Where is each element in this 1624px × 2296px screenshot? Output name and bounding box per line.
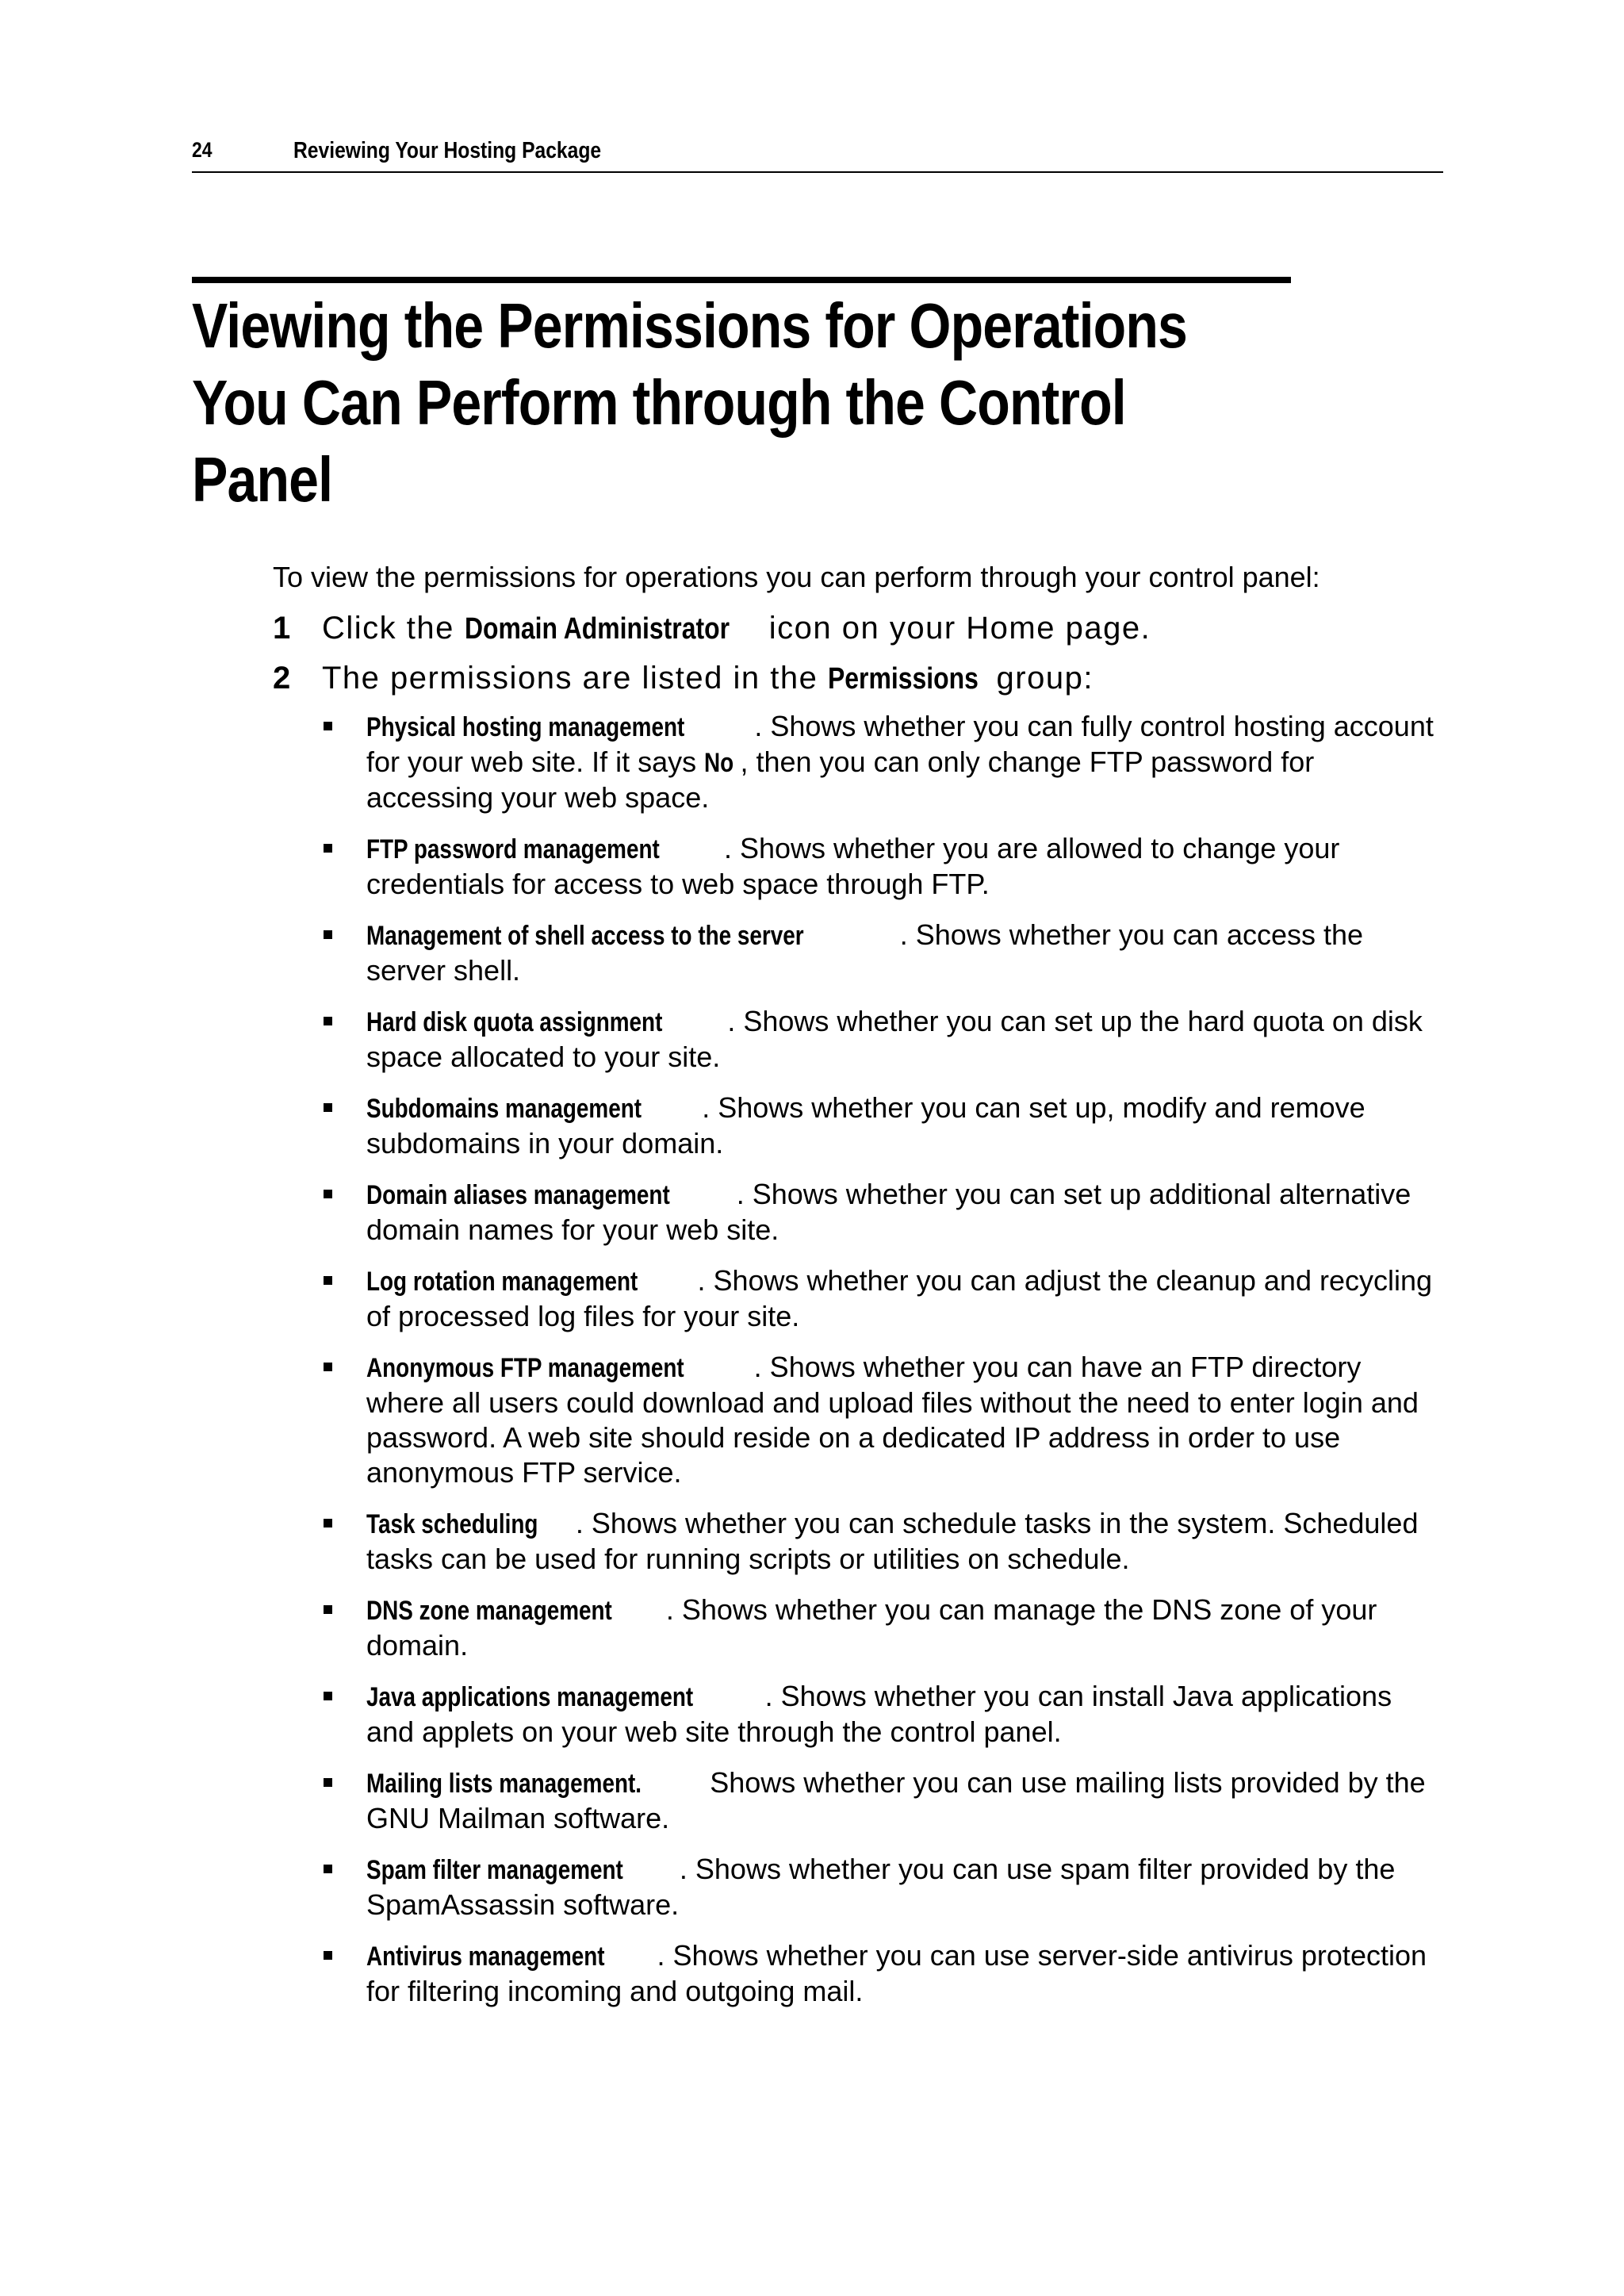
permission-term: Hard disk quota assignment (366, 1007, 663, 1037)
square-bullet-icon (324, 1276, 332, 1285)
permission-description: . Shows whether you can manage the DNS zone of your domain. (366, 1593, 1377, 1662)
list-item (273, 1938, 1446, 2009)
permission-description: Shows whether you can use mailing lists provided by the GNU Mailman software. (366, 1766, 1426, 1834)
list-item (273, 1765, 1446, 1836)
list-item (273, 1263, 1446, 1334)
list-item (273, 1679, 1446, 1750)
permission-description: . Shows whether you can access the server shell. (366, 918, 1364, 987)
square-bullet-icon (324, 722, 332, 730)
square-bullet-icon (324, 1190, 332, 1198)
permission-term: Log rotation management (366, 1267, 638, 1297)
permission-term: Task scheduling (366, 1509, 538, 1539)
permission-description: . Shows whether you can set up the hard quota on disk space allocated to your site. (366, 1005, 1423, 1073)
permission-term: FTP password management (366, 834, 660, 864)
list-item (273, 918, 1446, 988)
list-item (273, 1350, 1446, 1490)
list-item (273, 1004, 1446, 1075)
list-item (273, 1506, 1446, 1577)
list-item (273, 1852, 1446, 1922)
permission-term: Antivirus management (366, 1941, 605, 1972)
inline-bold-value: No (704, 748, 734, 778)
square-bullet-icon (324, 1951, 332, 1960)
square-bullet-icon (324, 1363, 332, 1371)
square-bullet-icon (324, 1017, 332, 1025)
section-title (192, 287, 1203, 518)
running-title: Reviewing Your Hosting Package (293, 138, 602, 163)
square-bullet-icon (324, 1519, 332, 1527)
page-number: 24 (192, 138, 213, 162)
step-text: group: (986, 661, 1094, 696)
permission-description: . Shows whether you can have an FTP directory where all users could download and upload files without the need to enter login and password. A web site should reside on a dedicated IP address in order to use anonymous FTP service. (366, 1351, 1419, 1489)
permission-description: . Shows whether you can use server-side antivirus protection for filtering incoming and outgoing mail. (366, 1939, 1427, 2007)
square-bullet-icon (324, 930, 332, 939)
square-bullet-icon (324, 1605, 332, 1614)
step-number: 2 (273, 661, 291, 696)
permission-description: . Shows whether you are allowed to change your credentials for access to web space through FTP. (366, 832, 1340, 900)
permission-term: DNS zone management (366, 1596, 612, 1626)
list-item (273, 1091, 1446, 1161)
permission-description: . Shows whether you can use spam filter provided by the SpamAssassin software. (366, 1853, 1396, 1921)
permission-term: Domain aliases management (366, 1180, 670, 1210)
page-header (192, 135, 1443, 173)
list-item (273, 709, 1446, 815)
permission-term: Anonymous FTP management (366, 1353, 684, 1383)
step-1 (273, 609, 1446, 648)
step-text: Click the (322, 611, 465, 646)
permission-term: Management of shell access to the server (366, 921, 804, 951)
square-bullet-icon (324, 1778, 332, 1787)
title-rule (192, 277, 1291, 283)
permission-term: Mailing lists management. (366, 1769, 642, 1799)
intro-paragraph: To view the permissions for operations you can perform through your control panel: (273, 561, 1320, 593)
list-item (273, 1593, 1446, 1663)
section-title-line: Viewing the Permissions for Operations (192, 290, 1187, 361)
permission-description: , then you can only change FTP password for accessing your web space. (366, 746, 1315, 814)
list-item (273, 1177, 1446, 1248)
step-ui-term: Domain Administrator (464, 612, 730, 646)
page-content (273, 560, 1446, 2025)
list-item (273, 831, 1446, 902)
permission-term: Physical hosting management (366, 712, 685, 742)
step-text: The permissions are listed in the (322, 661, 828, 696)
permission-description: . Shows whether you can install Java applications and applets on your web site through the control panel. (366, 1680, 1392, 1748)
step-ui-term: Permissions (827, 662, 979, 696)
permissions-list (273, 709, 1446, 2009)
square-bullet-icon (324, 1103, 332, 1112)
permission-term: Spam filter management (366, 1855, 623, 1885)
permission-description: . Shows whether you can schedule tasks in the system. Scheduled tasks can be used for running scripts or utilities on schedule. (366, 1507, 1419, 1575)
permission-term: Java applications management (366, 1682, 694, 1712)
square-bullet-icon (324, 1692, 332, 1700)
step-text: icon on your Home page. (759, 611, 1151, 646)
square-bullet-icon (324, 844, 332, 853)
step-number: 1 (273, 611, 291, 646)
section-title-line: You Can Perform through the Control (192, 367, 1126, 438)
permission-description: . Shows whether you can adjust the cleanup and recycling of processed log files for your site. (366, 1264, 1433, 1332)
step-2 (273, 659, 1446, 698)
permission-description: . Shows whether you can fully control hosting account for your web site. If it says (366, 710, 1434, 778)
section-title-line: Panel (192, 444, 333, 515)
square-bullet-icon (324, 1865, 332, 1873)
permission-description: . Shows whether you can set up, modify and remove subdomains in your domain. (366, 1091, 1365, 1159)
permission-term: Subdomains management (366, 1094, 642, 1124)
permission-description: . Shows whether you can set up additional alternative domain names for your web site. (366, 1178, 1411, 1246)
